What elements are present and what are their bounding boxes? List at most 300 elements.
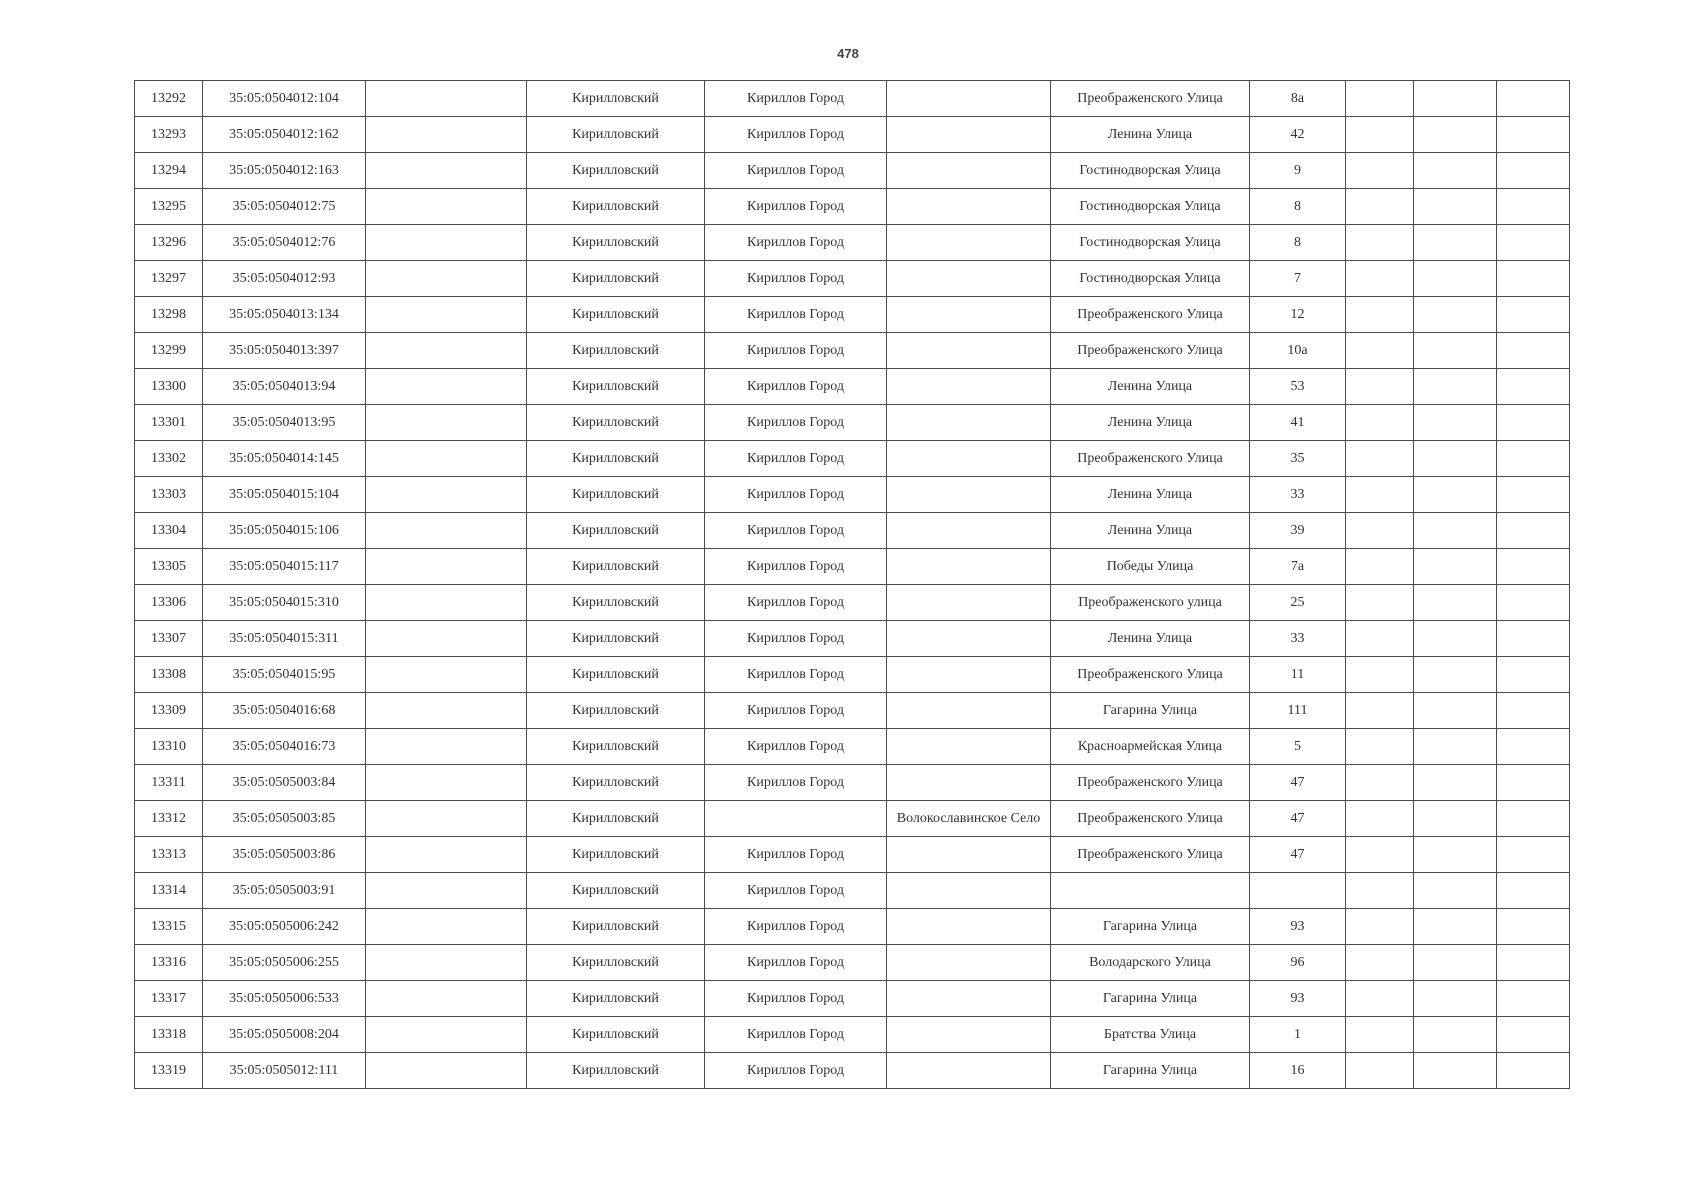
cell-city: Кириллов Город: [705, 513, 887, 549]
cell-street: Братства Улица: [1051, 1017, 1250, 1053]
cell-district: Кирилловский: [527, 549, 705, 585]
cell-settlement: [887, 729, 1051, 765]
cell-empty-d: [1497, 585, 1570, 621]
table-row: [135, 513, 1570, 549]
cell-empty-c: [1414, 837, 1497, 873]
cell-house: 12: [1250, 297, 1346, 333]
cell-city: Кириллов Город: [705, 1053, 887, 1089]
cell-empty-c: [1414, 909, 1497, 945]
cell-city: Кириллов Город: [705, 333, 887, 369]
cell-house: 16: [1250, 1053, 1346, 1089]
cell-cadastral-number: 35:05:0504016:68: [203, 693, 366, 729]
table-row: [135, 117, 1570, 153]
cell-empty-a: [366, 261, 527, 297]
cell-cadastral-number: 35:05:0505008:204: [203, 1017, 366, 1053]
cell-house: 8: [1250, 189, 1346, 225]
cell-district: Кирилловский: [527, 405, 705, 441]
cell-city: Кириллов Город: [705, 621, 887, 657]
cell-district: Кирилловский: [527, 477, 705, 513]
cell-empty-c: [1414, 117, 1497, 153]
cell-empty-b: [1346, 621, 1414, 657]
cell-empty-b: [1346, 585, 1414, 621]
cell-empty-d: [1497, 945, 1570, 981]
cell-empty-a: [366, 729, 527, 765]
cell-settlement: [887, 81, 1051, 117]
cell-number: 13314: [135, 873, 203, 909]
cell-empty-a: [366, 189, 527, 225]
cell-empty-a: [366, 1053, 527, 1089]
cell-street: Преображенского улица: [1051, 585, 1250, 621]
cell-district: Кирилловский: [527, 837, 705, 873]
cell-empty-c: [1414, 801, 1497, 837]
cell-empty-b: [1346, 801, 1414, 837]
table-row: [135, 657, 1570, 693]
cell-empty-a: [366, 693, 527, 729]
cell-street: Ленина Улица: [1051, 405, 1250, 441]
cell-empty-c: [1414, 1017, 1497, 1053]
cell-number: 13293: [135, 117, 203, 153]
cell-cadastral-number: 35:05:0504013:94: [203, 369, 366, 405]
cell-house: 47: [1250, 801, 1346, 837]
cell-empty-a: [366, 837, 527, 873]
cell-number: 13317: [135, 981, 203, 1017]
cell-empty-b: [1346, 729, 1414, 765]
cell-street: Гагарина Улица: [1051, 981, 1250, 1017]
table-row: [135, 585, 1570, 621]
cell-house: 47: [1250, 765, 1346, 801]
table-row: [135, 729, 1570, 765]
cell-empty-b: [1346, 945, 1414, 981]
cell-street: Ленина Улица: [1051, 513, 1250, 549]
cell-empty-d: [1497, 801, 1570, 837]
cell-number: 13297: [135, 261, 203, 297]
cell-house: 33: [1250, 477, 1346, 513]
cell-empty-b: [1346, 261, 1414, 297]
cell-empty-d: [1497, 837, 1570, 873]
cell-settlement: [887, 225, 1051, 261]
cell-empty-b: [1346, 513, 1414, 549]
cell-empty-d: [1497, 405, 1570, 441]
cell-empty-c: [1414, 981, 1497, 1017]
table-row: [135, 549, 1570, 585]
cell-empty-d: [1497, 81, 1570, 117]
cell-empty-c: [1414, 477, 1497, 513]
cell-empty-a: [366, 225, 527, 261]
cell-house: 5: [1250, 729, 1346, 765]
cell-house: 93: [1250, 981, 1346, 1017]
cell-house: 41: [1250, 405, 1346, 441]
table-row: [135, 909, 1570, 945]
cell-cadastral-number: 35:05:0504015:310: [203, 585, 366, 621]
cell-empty-d: [1497, 693, 1570, 729]
cell-cadastral-number: 35:05:0504016:73: [203, 729, 366, 765]
cell-empty-a: [366, 621, 527, 657]
cell-empty-d: [1497, 729, 1570, 765]
cell-empty-b: [1346, 333, 1414, 369]
cell-empty-a: [366, 333, 527, 369]
cell-empty-a: [366, 153, 527, 189]
cell-cadastral-number: 35:05:0504012:162: [203, 117, 366, 153]
cell-number: 13296: [135, 225, 203, 261]
cell-number: 13292: [135, 81, 203, 117]
cell-empty-c: [1414, 693, 1497, 729]
cell-empty-a: [366, 81, 527, 117]
cell-street: Гагарина Улица: [1051, 1053, 1250, 1089]
cell-street: Гостинодворская Улица: [1051, 261, 1250, 297]
cell-street: Ленина Улица: [1051, 621, 1250, 657]
cell-empty-a: [366, 657, 527, 693]
cell-cadastral-number: 35:05:0504015:106: [203, 513, 366, 549]
cell-empty-d: [1497, 657, 1570, 693]
cell-empty-c: [1414, 945, 1497, 981]
cell-house: 53: [1250, 369, 1346, 405]
cell-house: 8а: [1250, 81, 1346, 117]
cell-house: 33: [1250, 621, 1346, 657]
cell-empty-c: [1414, 333, 1497, 369]
cell-street: Ленина Улица: [1051, 369, 1250, 405]
cell-settlement: [887, 981, 1051, 1017]
cell-empty-b: [1346, 873, 1414, 909]
cell-empty-c: [1414, 297, 1497, 333]
cell-number: 13302: [135, 441, 203, 477]
cell-empty-a: [366, 945, 527, 981]
cell-empty-d: [1497, 153, 1570, 189]
table-row: [135, 477, 1570, 513]
cell-empty-b: [1346, 693, 1414, 729]
cell-number: 13307: [135, 621, 203, 657]
cell-cadastral-number: 35:05:0504012:76: [203, 225, 366, 261]
cell-house: 1: [1250, 1017, 1346, 1053]
table-row: [135, 693, 1570, 729]
cell-settlement: [887, 333, 1051, 369]
cell-city: Кириллов Город: [705, 405, 887, 441]
cell-empty-d: [1497, 621, 1570, 657]
table-row: [135, 261, 1570, 297]
table-row: [135, 837, 1570, 873]
cell-number: 13312: [135, 801, 203, 837]
cell-empty-a: [366, 765, 527, 801]
cell-empty-a: [366, 369, 527, 405]
cell-settlement: [887, 1053, 1051, 1089]
cell-house: 8: [1250, 225, 1346, 261]
cell-empty-c: [1414, 405, 1497, 441]
cell-empty-d: [1497, 441, 1570, 477]
cell-cadastral-number: 35:05:0504012:75: [203, 189, 366, 225]
cell-district: Кирилловский: [527, 333, 705, 369]
cell-city: Кириллов Город: [705, 945, 887, 981]
cell-district: Кирилловский: [527, 873, 705, 909]
cell-number: 13301: [135, 405, 203, 441]
table-row: [135, 405, 1570, 441]
cell-empty-c: [1414, 441, 1497, 477]
table-row: [135, 333, 1570, 369]
cell-empty-b: [1346, 909, 1414, 945]
cell-empty-c: [1414, 729, 1497, 765]
cell-settlement: [887, 873, 1051, 909]
cell-empty-d: [1497, 261, 1570, 297]
cell-district: Кирилловский: [527, 261, 705, 297]
cell-empty-d: [1497, 873, 1570, 909]
cell-number: 13298: [135, 297, 203, 333]
cell-empty-c: [1414, 621, 1497, 657]
cell-city: Кириллов Город: [705, 981, 887, 1017]
cell-street: Ленина Улица: [1051, 117, 1250, 153]
cell-empty-c: [1414, 189, 1497, 225]
cell-street: Преображенского Улица: [1051, 765, 1250, 801]
cell-district: Кирилловский: [527, 981, 705, 1017]
cell-street: Преображенского Улица: [1051, 333, 1250, 369]
cell-city: Кириллов Город: [705, 693, 887, 729]
cell-settlement: [887, 909, 1051, 945]
table-row: [135, 765, 1570, 801]
cell-empty-a: [366, 1017, 527, 1053]
cell-cadastral-number: 35:05:0504015:311: [203, 621, 366, 657]
cell-street: [1051, 873, 1250, 909]
cell-cadastral-number: 35:05:0504012:104: [203, 81, 366, 117]
cell-empty-d: [1497, 333, 1570, 369]
cell-street: Преображенского Улица: [1051, 81, 1250, 117]
cell-empty-c: [1414, 261, 1497, 297]
cell-empty-b: [1346, 477, 1414, 513]
cell-number: 13308: [135, 657, 203, 693]
cell-empty-a: [366, 477, 527, 513]
table-row: [135, 297, 1570, 333]
cell-city: Кириллов Город: [705, 189, 887, 225]
cell-district: Кирилловский: [527, 117, 705, 153]
cell-street: Гостинодворская Улица: [1051, 189, 1250, 225]
cell-cadastral-number: 35:05:0504012:163: [203, 153, 366, 189]
cell-cadastral-number: 35:05:0505003:86: [203, 837, 366, 873]
cell-city: Кириллов Город: [705, 261, 887, 297]
table-row: [135, 801, 1570, 837]
cell-empty-c: [1414, 513, 1497, 549]
cell-settlement: [887, 1017, 1051, 1053]
cell-city: Кириллов Город: [705, 873, 887, 909]
cell-district: Кирилловский: [527, 1017, 705, 1053]
table-row: [135, 225, 1570, 261]
cell-number: 13316: [135, 945, 203, 981]
cell-empty-b: [1346, 441, 1414, 477]
cell-settlement: [887, 513, 1051, 549]
cell-settlement: [887, 837, 1051, 873]
cell-street: Красноармейская Улица: [1051, 729, 1250, 765]
cell-house: 39: [1250, 513, 1346, 549]
cell-street: Ленина Улица: [1051, 477, 1250, 513]
cell-district: Кирилловский: [527, 297, 705, 333]
cell-empty-b: [1346, 405, 1414, 441]
cell-empty-b: [1346, 81, 1414, 117]
register-table: [134, 80, 1570, 1089]
cell-district: Кирилловский: [527, 729, 705, 765]
cell-street: Гагарина Улица: [1051, 909, 1250, 945]
cell-empty-d: [1497, 477, 1570, 513]
cell-number: 13310: [135, 729, 203, 765]
cell-number: 13294: [135, 153, 203, 189]
cell-street: Гагарина Улица: [1051, 693, 1250, 729]
cell-empty-c: [1414, 369, 1497, 405]
cell-house: 42: [1250, 117, 1346, 153]
cell-empty-d: [1497, 297, 1570, 333]
cell-empty-c: [1414, 873, 1497, 909]
cell-district: Кирилловский: [527, 657, 705, 693]
cell-settlement: [887, 585, 1051, 621]
cell-settlement: [887, 477, 1051, 513]
cell-settlement: [887, 153, 1051, 189]
cell-district: Кирилловский: [527, 585, 705, 621]
cell-city: Кириллов Город: [705, 909, 887, 945]
cell-district: Кирилловский: [527, 801, 705, 837]
cell-number: 13299: [135, 333, 203, 369]
cell-number: 13313: [135, 837, 203, 873]
cell-settlement: [887, 945, 1051, 981]
cell-empty-c: [1414, 225, 1497, 261]
cell-city: Кириллов Город: [705, 729, 887, 765]
cell-cadastral-number: 35:05:0505006:533: [203, 981, 366, 1017]
cell-city: [705, 801, 887, 837]
table-row: [135, 1017, 1570, 1053]
cell-settlement: [887, 657, 1051, 693]
cell-empty-a: [366, 981, 527, 1017]
cell-empty-a: [366, 117, 527, 153]
cell-city: Кириллов Город: [705, 657, 887, 693]
cell-empty-d: [1497, 189, 1570, 225]
cell-district: Кирилловский: [527, 369, 705, 405]
cell-settlement: [887, 621, 1051, 657]
cell-empty-d: [1497, 909, 1570, 945]
cell-empty-a: [366, 297, 527, 333]
cell-number: 13295: [135, 189, 203, 225]
cell-settlement: [887, 549, 1051, 585]
cell-cadastral-number: 35:05:0505003:91: [203, 873, 366, 909]
cell-city: Кириллов Город: [705, 369, 887, 405]
cell-cadastral-number: 35:05:0504013:134: [203, 297, 366, 333]
cell-city: Кириллов Город: [705, 477, 887, 513]
cell-cadastral-number: 35:05:0504013:397: [203, 333, 366, 369]
cell-city: Кириллов Город: [705, 837, 887, 873]
cell-number: 13305: [135, 549, 203, 585]
cell-cadastral-number: 35:05:0504015:104: [203, 477, 366, 513]
cell-empty-d: [1497, 1053, 1570, 1089]
cell-district: Кирилловский: [527, 693, 705, 729]
cell-settlement: [887, 189, 1051, 225]
cell-city: Кириллов Город: [705, 549, 887, 585]
cell-district: Кирилловский: [527, 765, 705, 801]
cell-empty-b: [1346, 117, 1414, 153]
cell-empty-a: [366, 441, 527, 477]
cell-empty-b: [1346, 549, 1414, 585]
cell-house: 93: [1250, 909, 1346, 945]
cell-empty-c: [1414, 765, 1497, 801]
cell-settlement: [887, 369, 1051, 405]
cell-empty-b: [1346, 369, 1414, 405]
table-row: [135, 873, 1570, 909]
table-row: [135, 189, 1570, 225]
cell-empty-d: [1497, 765, 1570, 801]
cell-number: 13309: [135, 693, 203, 729]
cell-empty-a: [366, 873, 527, 909]
cell-cadastral-number: 35:05:0504013:95: [203, 405, 366, 441]
cell-number: 13306: [135, 585, 203, 621]
cell-house: 47: [1250, 837, 1346, 873]
cell-settlement: [887, 441, 1051, 477]
table-row: [135, 441, 1570, 477]
cell-cadastral-number: 35:05:0505012:111: [203, 1053, 366, 1089]
cell-empty-b: [1346, 153, 1414, 189]
table-row: [135, 945, 1570, 981]
cell-city: Кириллов Город: [705, 441, 887, 477]
cell-empty-d: [1497, 1017, 1570, 1053]
cell-city: Кириллов Город: [705, 765, 887, 801]
cell-empty-b: [1346, 765, 1414, 801]
cell-number: 13318: [135, 1017, 203, 1053]
cell-empty-a: [366, 405, 527, 441]
cell-settlement: [887, 117, 1051, 153]
cell-cadastral-number: 35:05:0505003:84: [203, 765, 366, 801]
table-row: [135, 621, 1570, 657]
cell-settlement: [887, 297, 1051, 333]
cell-city: Кириллов Город: [705, 1017, 887, 1053]
cell-cadastral-number: 35:05:0504015:95: [203, 657, 366, 693]
cell-house: 111: [1250, 693, 1346, 729]
cell-empty-d: [1497, 513, 1570, 549]
cell-empty-b: [1346, 1053, 1414, 1089]
cell-house: [1250, 873, 1346, 909]
cell-empty-c: [1414, 657, 1497, 693]
cell-house: 7: [1250, 261, 1346, 297]
cell-district: Кирилловский: [527, 153, 705, 189]
table-row: [135, 1053, 1570, 1089]
cell-house: 35: [1250, 441, 1346, 477]
table-row: [135, 81, 1570, 117]
cell-empty-b: [1346, 225, 1414, 261]
cell-cadastral-number: 35:05:0504014:145: [203, 441, 366, 477]
cell-cadastral-number: 35:05:0505006:242: [203, 909, 366, 945]
cell-empty-a: [366, 801, 527, 837]
cell-number: 13319: [135, 1053, 203, 1089]
cell-city: Кириллов Город: [705, 225, 887, 261]
cell-settlement: Волокославинское Село: [887, 801, 1051, 837]
cell-city: Кириллов Город: [705, 297, 887, 333]
table-body: [135, 81, 1570, 1089]
cell-house: 96: [1250, 945, 1346, 981]
cell-street: Володарского Улица: [1051, 945, 1250, 981]
cell-empty-c: [1414, 585, 1497, 621]
cell-empty-a: [366, 513, 527, 549]
cell-cadastral-number: 35:05:0505006:255: [203, 945, 366, 981]
cell-empty-a: [366, 549, 527, 585]
cell-empty-d: [1497, 225, 1570, 261]
cell-district: Кирилловский: [527, 225, 705, 261]
cell-settlement: [887, 693, 1051, 729]
cell-empty-d: [1497, 981, 1570, 1017]
cell-street: Гостинодворская Улица: [1051, 225, 1250, 261]
cell-empty-b: [1346, 837, 1414, 873]
cell-number: 13300: [135, 369, 203, 405]
cell-cadastral-number: 35:05:0505003:85: [203, 801, 366, 837]
cell-empty-a: [366, 585, 527, 621]
cell-empty-c: [1414, 1053, 1497, 1089]
cell-empty-c: [1414, 153, 1497, 189]
cell-empty-a: [366, 909, 527, 945]
cell-settlement: [887, 261, 1051, 297]
cell-street: Преображенского Улица: [1051, 441, 1250, 477]
cell-number: 13315: [135, 909, 203, 945]
cell-street: Преображенского Улица: [1051, 657, 1250, 693]
cell-house: 9: [1250, 153, 1346, 189]
cell-city: Кириллов Город: [705, 153, 887, 189]
cell-district: Кирилловский: [527, 621, 705, 657]
cell-street: Победы Улица: [1051, 549, 1250, 585]
